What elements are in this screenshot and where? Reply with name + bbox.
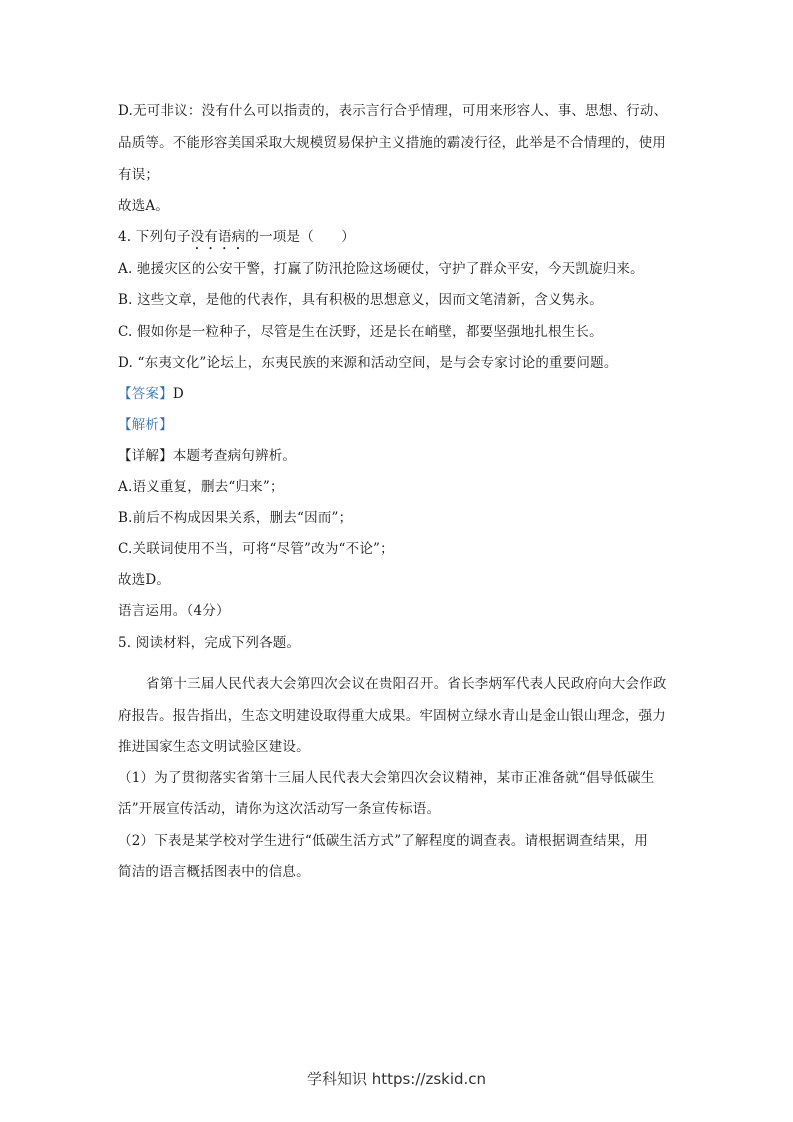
question-4-option-d: D. “东夷文化”论坛上，东夷民族的来源和活动空间，是与会专家讨论的重要问题。 (118, 355, 618, 371)
answer-tag: 【答案】 (118, 386, 173, 402)
question-4-stem (118, 227, 355, 253)
sub-question-1-line-2: 活”开展宣传活动，请你为这次活动写一条宣传标语。 (118, 801, 441, 817)
analysis-tag: 【解析】 (118, 417, 173, 433)
question-5-stem: 5. 阅读材料，完成下列各题。 (118, 635, 301, 651)
question-4-option-c: C. 假如你是一粒种子，尽管是生在沃野，还是长在峭壁，都要坚强地扎根生长。 (118, 324, 603, 340)
answer-line (118, 384, 184, 404)
footer-watermark-link[interactable]: 学科知识 https://zskid.cn (306, 1070, 487, 1088)
question-4-emphasis: 没有语病 (190, 229, 246, 245)
material-paragraph-line-2: 府报告。报告指出，生态文明建设取得重大成果。牢固树立绿水青山是金山银山理念，强力 (118, 708, 666, 724)
detail-tag: 【详解】 (118, 448, 173, 464)
material-paragraph-line-1: 省第十三届人民代表大会第四次会议在贵阳召开。省长李炳军代表人民政府向大会作政 (146, 676, 667, 692)
material-paragraph-line-3: 推进国家生态文明试验区建设。 (118, 739, 310, 755)
option-d-explanation-line-1: D.无可非议：没有什么可以指责的，表示言行合乎情理，可用来形容人、事、思想、行动、 (118, 103, 668, 119)
section-title: 语言运用。（4分） (118, 603, 230, 619)
sub-question-1-line-1: （1）为了贯彻落实省第十三届人民代表大会第四次会议精神，某市正准备就“倡导低碳生 (118, 770, 655, 786)
detail-text: 本题考查病句辨析。 (172, 448, 297, 464)
option-d-explanation-line-3: 有误； (118, 167, 160, 183)
question-4-option-b: B. 这些文章，是他的代表作，具有积极的思想意义，因而文笔清新，含义隽永。 (118, 292, 603, 308)
option-d-explanation-line-2: 品质等。不能形容美国采取大规模贸易保护主义措施的霸凌行径，此举是不合情理的，使用 (118, 135, 666, 151)
detail-line (118, 446, 296, 466)
explanation-b: B.前后不构成因果关系，删去“因而”； (118, 510, 353, 526)
conclusion-choose-a: 故选A。 (118, 198, 170, 214)
explanation-a: A.语义重复，删去“归来”； (118, 479, 284, 495)
answer-value: D (172, 386, 184, 402)
explanation-c: C.关联词使用不当，可将“尽管”改为“不论”； (118, 541, 394, 557)
question-4-prefix: 4. 下列句子 (118, 229, 191, 245)
question-4-suffix: 的一项是（ ） (245, 229, 355, 245)
conclusion-choose-d: 故选D。 (118, 572, 171, 588)
sub-question-2-line-1: （2）下表是某学校对学生进行“低碳生活方式”了解程度的调查表。请根据调查结果，用 (118, 833, 648, 849)
sub-question-2-line-2: 简洁的语言概括图表中的信息。 (118, 864, 310, 880)
question-4-option-a: A. 驰援灾区的公安干警，打赢了防汛抢险这场硬仗，守护了群众平安，今天凯旋归来。 (118, 261, 644, 277)
